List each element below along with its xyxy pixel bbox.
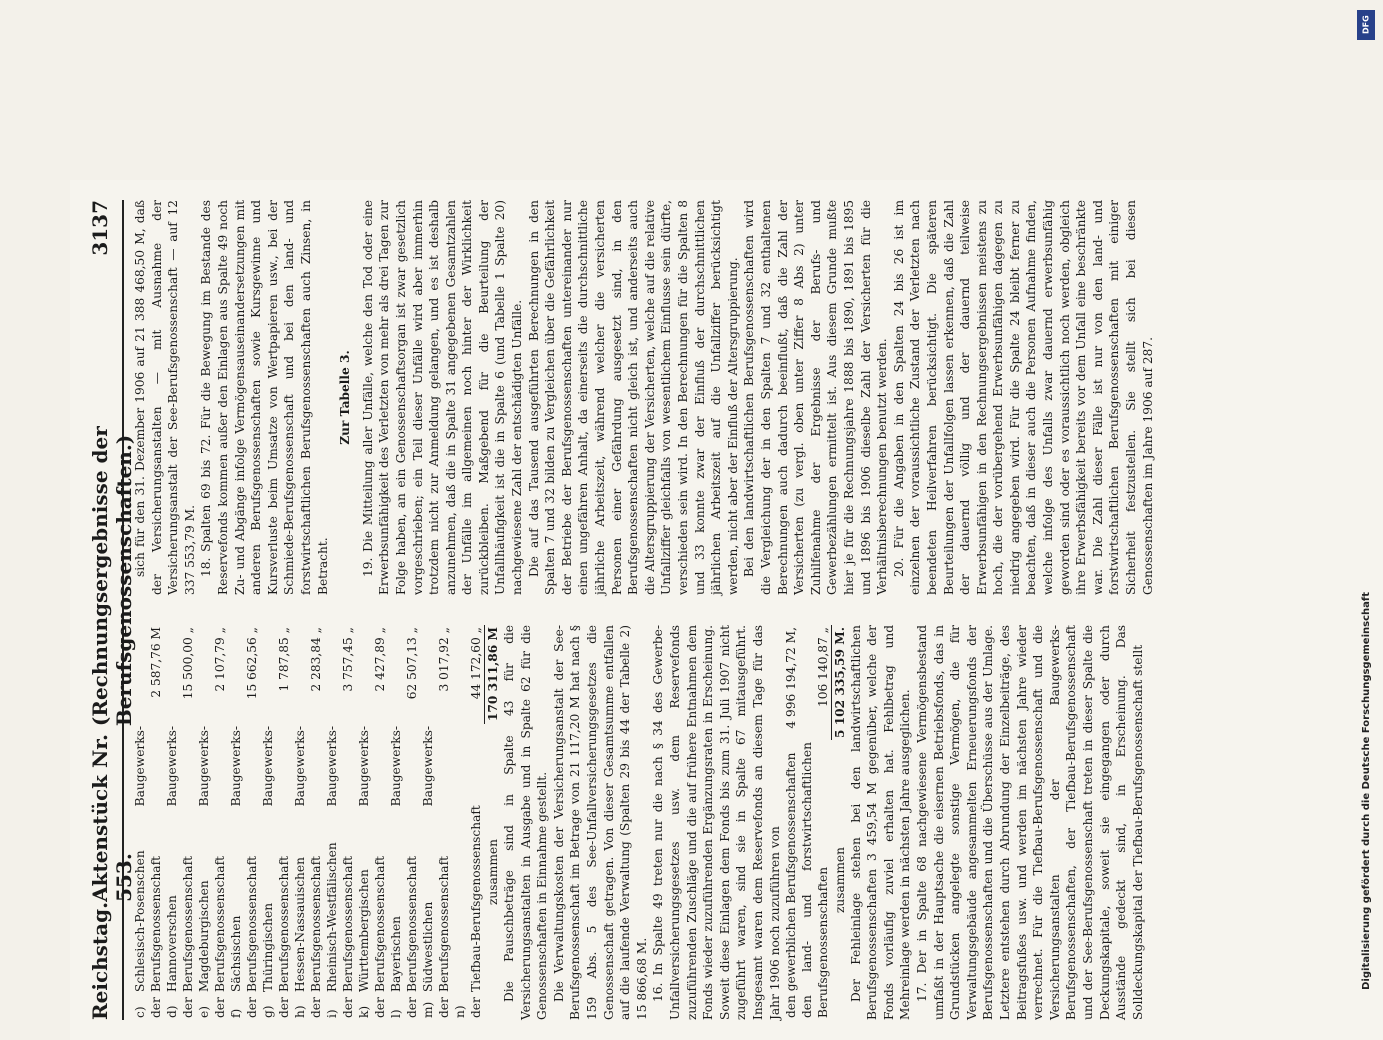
dfg-logo: DFG	[1357, 10, 1375, 40]
document-page	[70, 180, 1383, 1040]
row-amount: 15 662,56 „	[245, 627, 259, 700]
row-label: n) der	[453, 997, 483, 1018]
table-row	[292, 625, 324, 1020]
row-label: c) der	[133, 997, 163, 1018]
row-label: h) der	[293, 997, 323, 1018]
right-paragraphs-2	[360, 200, 1157, 595]
paragraph: 20. Für die Angaben in den Spalten 24 bis 26 ist im einzelnen der voraussichtliche Zustand der Verletzten nach beendeten Heilverfahren berücksichtigt. Die späteren Beurteilungen der Unfallfolgen lassen erkennen, daß die Zahl der dauernd völlig und der dauernd teilweise Erwerbsunfähigen in den Rechnungsergebnissen meistens zu hoch, die der vorübergehend Erwerbsunfähigen dagegen zu niedrig angegeben wird. Für die Spalte 24 bleibt ferner zu beachten, daß in dieser auch die Personen Aufnahme finden, welche infolge des Unfalls zwar dauernd erwerbsunfähig geworden sind oder es voraussichtlich noch werden, obgleich ihre Erwerbsfähigkeit bereits vor dem Unfall eine beschränkte war. Die Zahl dieser Fälle ist nur von den land- und forstwirtschaftlichen Berufsgenossenschaften mit einiger Sicherheit festzustellen. Sie stellt sich bei diesen Genossenschaften im Jahre 1906 auf 287.	[891, 200, 1155, 595]
table-row	[228, 625, 260, 1020]
table-row	[164, 625, 196, 1020]
row-text: den gewerblichen Berufsgenossenschaften	[784, 752, 799, 1018]
paragraph: 18. Spalten 69 bis 72. Für die Bewegung im Bestande des Reservefonds kommen außer den Einlagen aus Spalte 49 noch Zu- und Abgänge infolge Vermögensauseinandersetzungen mit anderen Berufsgenossenschaften sowie Kursgewinne und Kursverluste beim Umsatze von Wertpapieren usw., bei der Schmiede-Berufsgenossenschaft und bei den land- und forstwirtschaftlichen Berufsgenossenschaften auch Zinsen, in Betracht.	[199, 200, 330, 595]
row-text: Bayerischen Baugewerks-Berufsgenossenschaft	[389, 726, 419, 992]
paragraph: 19. Die Mitteilung aller Unfälle, welche den Tod oder eine Erwerbsunfähigkeit des Verletzten von mehr als drei Tagen zur Folge haben, an ein Genossenschaftsorgan ist zwar gesetzlich vorgeschrieben; ein Teil dieser Unfälle wird aber immerhin trotzdem nicht zur Anmeldung gelangen, und es ist deshalb anzunehmen, daß die in Spalte 31 angegebenen Gesamtzahlen der Unfälle im allgemeinen noch hinter der Wirklichkeit zurückbleiben. Maßgebend für die Beurteilung der Unfallhäufigkeit ist die in Spalte 6 (und Tabelle 1 Spalte 20) nachgewiesene Zahl der entschädigten Unfälle.	[360, 200, 525, 595]
table-row	[132, 625, 164, 1020]
paragraph: 17. Der in Spalte 68 nachgewiesene Vermögensbestand umfaßt in der Hauptsache die eisernen Betriebsfonds, das in Grundstücken angelegte sonstige Vermögen, die für Verwaltungsgebäude angesammelten Erneuerungsfonds der Berufsgenossenschaften und die Überschüsse aus der Umlage. Letztere entstehen durch Abrundung der Einzelbeiträge, des Beitragsfußes usw. und werden im nächsten Jahre wieder verrechnet. Für die Tiefbau-Berufsgenossenschaft und die Versicherungsanstalten der Baugewerks-Berufsgenossenschaften, der Tiefbau-Berufsgenossenschaft und der See-Berufsgenossenschaft treten in dieser Spalte die Deckungskapitale, soweit sie eingegangen oder durch Ausstände gedeckt sind, in Erscheinung. Das Solldeckungskapital der Tiefbau-Berufsgenossenschaft stellt	[914, 625, 1145, 1020]
row-amount: 2 107,79 „	[213, 627, 227, 692]
right-column	[132, 200, 1156, 595]
row-text: Tiefbau-Berufsgenossenschaft	[469, 805, 483, 992]
table-row	[799, 625, 831, 1020]
header-left: Reichstag.	[88, 901, 112, 1020]
row-text: den land- und forstwirtschaftlichen Berufsgenossenschaften	[800, 742, 831, 1018]
row-amount: 2 427,89 „	[373, 627, 387, 692]
row-text: Südwestlichen Baugewerks-Berufsgenossenschaft	[421, 726, 451, 992]
row-label: l) der	[389, 997, 419, 1018]
paragraph: Die Verwaltungskosten der Versicherungsanstalt der See-Berufsgenossenschaft im Betrage von 21 117,20 M hat nach § 159 Abs. 5 des See-Unfallversicherungsgesetzes die Genossenschaft getragen. Von dieser Gesamtsumme entfallen auf die laufende Verwaltung (Spalten 29 bis 44 der Tabelle 2) 15 866,68 M.	[551, 625, 649, 1020]
row-text: Rheinisch-Westfälischen Baugewerks-Berufsgenossenschaft	[325, 726, 355, 992]
contribution-sum	[484, 625, 501, 1020]
table-row	[196, 625, 228, 1020]
row-label: f) der	[229, 997, 259, 1018]
row-amount: 44 172,60 „	[469, 627, 483, 700]
side-strip	[1353, 10, 1379, 990]
table-row	[356, 625, 388, 1020]
paragraph: sich für den 31. Dezember 1906 auf 21 388 468,50 M, daß der Versicherungsanstalten — mit Ausnahme der Versicherungsanstalt der See-Berufsgenossenschaft — auf 12 337 553,79 M.	[133, 200, 197, 595]
sum-amount: 170 311,86 M	[485, 625, 502, 724]
contribution-table	[132, 625, 484, 1020]
left-paragraphs	[501, 625, 783, 1020]
row-amount: 4 996 194,72 M,	[784, 627, 799, 729]
sum-label: zusammen	[486, 839, 500, 905]
sum2-label: zusammen	[832, 847, 847, 913]
row-amount: 3 017,92 „	[437, 627, 451, 692]
row-label: i) der	[325, 997, 355, 1018]
table-row	[452, 625, 484, 1020]
row-amount: 2 587,76 M	[149, 627, 163, 698]
row-text: Thüringischen Baugewerks-Berufsgenossenschaft	[261, 726, 291, 992]
row-label: e) der	[197, 997, 227, 1018]
row-label: g) der	[261, 997, 291, 1018]
sum2-amount: 5 102 335,59 M.	[832, 627, 847, 739]
row-label: d) der	[165, 997, 195, 1018]
right-paragraphs	[132, 200, 331, 595]
reserve-table	[783, 625, 848, 1020]
left-paragraphs-2	[848, 625, 1147, 1020]
paragraph: Die auf das Tausend ausgeführten Berechnungen in den Spalten 7 und 32 bilden zu Vergleichen über die Gefährlichkeit der Betriebe der Berufsgenossenschaften untereinander nur einen ungefähren Anhalt, da einerseits die durchschnittliche jährliche Arbeitszeit, während welcher die versicherten Personen einer Gefährdung ausgesetzt sind, in den Berufsgenossenschaften nicht gleich ist, und anderseits auch die Altersgruppierung der Versicherten, welche auf die relative Unfallziffer gleichfalls von wesentlichem Einflusse sein dürfte, verschieden sein wird. In den Berechnungen für die Spalten 8 und 33 konnte zwar der Einfluß der durchschnittlichen jährlichen Arbeitszeit auf die Unfallziffer berücksichtigt werden, nicht aber der Einfluß der Altersgruppierung.	[526, 200, 740, 595]
page-header	[88, 200, 136, 1020]
row-text: Hannoverschen Baugewerks-Berufsgenossenschaft	[165, 726, 195, 992]
row-text: Magdeburgischen Baugewerks-Berufsgenossenschaft	[197, 726, 227, 992]
table-row	[324, 625, 356, 1020]
table-row	[420, 625, 452, 1020]
left-column	[132, 625, 1146, 1020]
table-row	[388, 625, 420, 1020]
row-label: k) der	[357, 997, 387, 1018]
row-text: Württembergischen Baugewerks-Berufsgenossenschaft	[357, 726, 387, 992]
row-label: m) der	[421, 997, 451, 1018]
paragraph: Der Fehleinlage stehen bei den landwirtschaftlichen Berufsgenossenschaften 3 459,54 M gegenüber, welche der Fonds vorläufig zuviel erhalten hat. Fehlbetrag und Mehreinlage werden in nächsten Jahre ausgeglichen.	[848, 625, 913, 1020]
header-document-number: Aktenstück Nr. 553.	[88, 734, 136, 902]
paragraph: Bei den landwirtschaftlichen Berufsgenossenschaften wird die Vergleichung der in den Spalten 7 und 32 enthaltenen Berechnungen auch dadurch beeinflußt, daß die Zahl der Versicherten (zu vergl. oben unter Ziffer 8 Abs 2) unter Zuhilfenahme der Ergebnisse der Berufs- und Gewerbezählungen ermittelt ist. Aus diesem Grunde mußte hier je für die Rechnungsjahre 1888 bis 1890, 1891 bis 1895 und 1896 bis 1906 dieselbe Zahl der Versicherten für die Verhältnisberechnungen benutzt werden.	[742, 200, 890, 595]
row-text: Schlesisch-Posenschen Baugewerks-Berufsgenossenschaft	[133, 726, 163, 992]
paragraph: 16. In Spalte 49 treten nur die nach § 34 des Gewerbe-Unfallversicherungsgesetzes usw. dem Reservefonds zuzuführenden Zuschläge und die auf frühere Entnahmen dem Fonds wieder zuzuführenden Ergänzungsraten in Erscheinung. Soweit diese Einlagen dem Fonds bis zum 31. Juli 1907 nicht zugeführt waren, sind sie in Spalte 67 mitausgeführt. Insgesamt waren dem Reservefonds an diesem Tage für das Jahr 1906 noch zuzuführen von	[651, 625, 782, 1020]
table-row	[783, 625, 799, 1020]
table-row	[260, 625, 292, 1020]
row-amount: 1 787,85 „	[277, 627, 291, 692]
header-title: (Rechnungsergebnisse der Berufsgenossenschaften.)	[88, 426, 136, 727]
row-amount: 106 140,87 „	[815, 627, 830, 707]
paragraph: Die Pauschbeträge sind in Spalte 43 für die Versicherungsanstalten in Ausgabe und in Spalte 62 für die Genossenschaften in Einnahme gestellt.	[502, 625, 550, 1020]
row-amount: 2 283,84 „	[309, 627, 323, 692]
page-number: 3137	[88, 200, 112, 256]
row-amount: 3 757,45 „	[341, 627, 355, 692]
row-amount: 62 507,13 „	[405, 627, 419, 700]
row-text: Hessen-Nassauischen Baugewerks-Berufsgenossenschaft	[293, 726, 323, 992]
digitization-credit: Digitalisierung gefördert durch die Deutsche Forschungsgemeinschaft	[1360, 592, 1372, 990]
row-text: Sächsischen Baugewerks-Berufsgenossenschaft	[229, 726, 259, 992]
section-heading: Zur Tabelle 3.	[338, 350, 353, 445]
row-amount: 15 500,00 „	[181, 627, 195, 700]
